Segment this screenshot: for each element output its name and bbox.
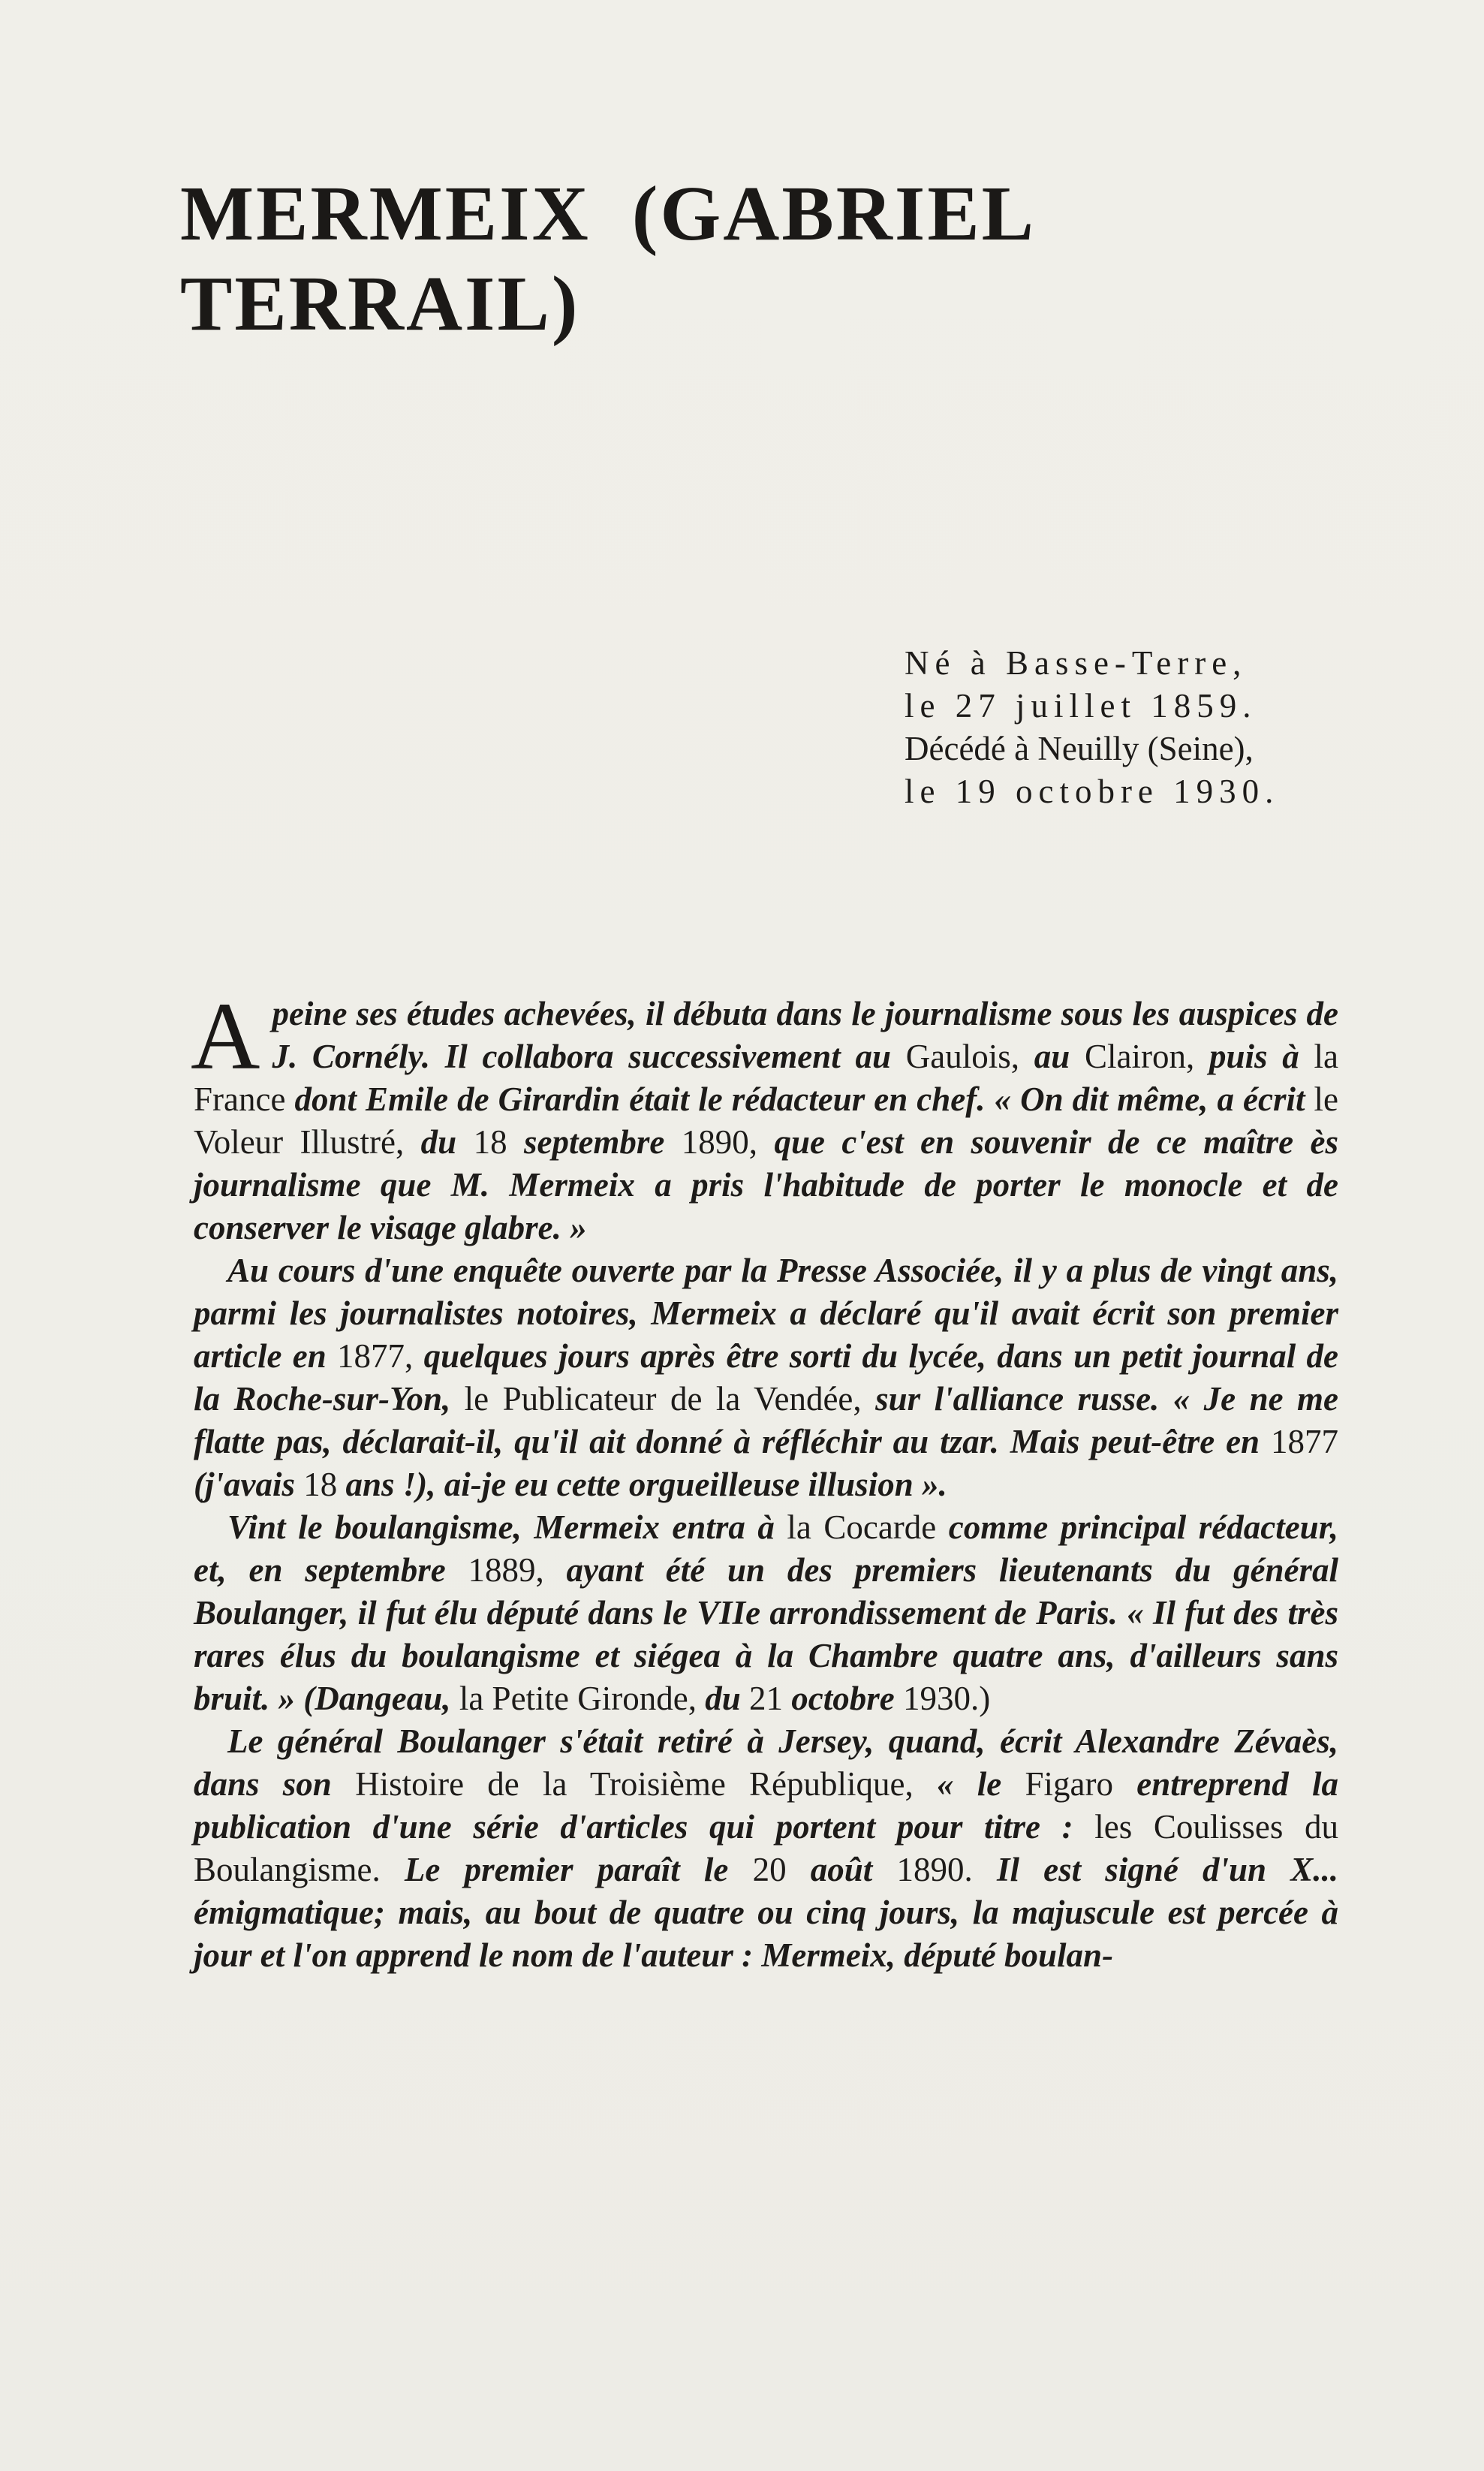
italic-text-run: au <box>1034 1038 1085 1075</box>
italic-text-run: du <box>705 1680 750 1717</box>
roman-text-run: la Cocarde <box>787 1508 949 1546</box>
roman-text-run: 1890. <box>896 1851 997 1888</box>
bio-birth-date: le 27 juillet 1859. <box>905 687 1257 725</box>
italic-text-run: entreprend la publication d'une série d'articles qui portent pour titre : <box>194 1765 1339 1846</box>
roman-text-run: 21 <box>749 1680 792 1717</box>
paragraph-2 <box>194 1249 1338 1506</box>
roman-text-run: les Coulisses du Boulangisme. <box>194 1808 1338 1888</box>
italic-text-run: ans !), ai-je eu cette orgueilleuse illusion ». <box>345 1466 947 1503</box>
italic-text-run: puis à <box>1209 1038 1314 1075</box>
italic-text-run: « le <box>937 1765 1025 1803</box>
italic-text-run: du <box>420 1123 474 1161</box>
italic-text-run: quelques jours après être sorti du lycée, dans un petit journal de la Roche-sur-Yon, <box>194 1337 1338 1418</box>
roman-text-run: 1877 <box>1271 1423 1338 1460</box>
bio-death-place: Décédé à Neuilly (Seine), <box>905 730 1254 767</box>
article-body <box>191 983 1339 1977</box>
italic-text-run: que c'est en souvenir de ce maître ès journalisme que M. Mermeix a pris l'habitude de porter le monocle et de conserver le visage glabre. » <box>194 1123 1339 1246</box>
roman-text-run: Figaro <box>1025 1765 1137 1803</box>
roman-text-run: la Petite Gironde, <box>459 1680 706 1717</box>
italic-text-run: comme principal rédacteur, et, en septembre <box>194 1508 1338 1589</box>
roman-text-run: le Voleur Illustré, <box>194 1080 1338 1161</box>
paragraph-4 <box>194 1720 1338 1977</box>
italic-text-run: octobre <box>791 1680 903 1717</box>
bio-death-date: le 19 octobre 1930. <box>905 773 1280 810</box>
italic-text-run: septembre <box>523 1123 682 1161</box>
drop-cap: A <box>191 983 260 1089</box>
roman-text-run: Histoire de la Troisième République, <box>355 1765 938 1803</box>
biographical-note <box>905 642 1355 813</box>
italic-text-run: sur l'alliance russe. « Je ne me flatte pas, déclarait-il, qu'il ait donné à réfléchir au tzar. Mais peut-être en <box>194 1380 1338 1460</box>
bio-birth-place: Né à Basse-Terre, <box>905 644 1248 682</box>
italic-text-run: août <box>810 1851 897 1888</box>
roman-text-run: Gaulois, <box>905 1038 1034 1075</box>
roman-text-run: 1930.) <box>902 1680 991 1717</box>
roman-text-run: 1890, <box>681 1123 775 1161</box>
italic-text-run: ayant été un des premiers lieutenants du général Boulanger, il fut élu député dans le VIIe arrondissement de Paris. « Il fut des très rares élus du boulangisme et siégea à la Chambre quatre ans, d'ailleurs sans bruit. » (Dangeau, <box>194 1551 1338 1717</box>
italic-text-run: dont Emile de Girardin était le rédacteur en chef. « On dit même, a écrit <box>294 1080 1314 1118</box>
italic-text-run: Le premier paraît le <box>404 1851 753 1888</box>
roman-text-run: 18 <box>473 1123 524 1161</box>
paragraph-1 <box>191 983 1339 1249</box>
roman-text-run: 1877, <box>337 1337 424 1375</box>
italic-text-run: Vint le boulangisme, Mermeix entra à <box>227 1508 787 1546</box>
roman-text-run: 1889, <box>468 1551 567 1589</box>
italic-text-run: Au cours d'une enquête ouverte par la Presse Associée, il y a plus de vingt ans, parmi les journalistes notoires, Mermeix a déclaré qu'il avait écrit son premier article en <box>194 1252 1338 1375</box>
roman-text-run: Clairon, <box>1084 1038 1209 1075</box>
italic-text-run: Il est signé d'un X... émigmatique; mais, au bout de quatre ou cinq jours, la majuscule est percée à jour et l'on apprend le nom de l'auteur : Mermeix, député boulan- <box>194 1851 1339 1974</box>
roman-text-run: 20 <box>752 1851 811 1888</box>
roman-text-run: 18 <box>303 1466 346 1503</box>
italic-text-run: (j'avais <box>194 1466 304 1503</box>
roman-text-run: la France <box>194 1038 1338 1118</box>
paragraph-3 <box>194 1506 1338 1720</box>
italic-text-run: peine ses études achevées, il débuta dans le journalisme sous les auspices de J. Cornély. Il collabora successivement au <box>272 995 1338 1075</box>
page-title: MERMEIX (GABRIEL TERRAIL) <box>180 170 1032 347</box>
italic-text-run: Le général Boulanger s'était retiré à Jersey, quand, écrit Alexandre Zévaès, dans son <box>194 1722 1338 1803</box>
roman-text-run: le Publicateur de la Vendée, <box>464 1380 876 1418</box>
